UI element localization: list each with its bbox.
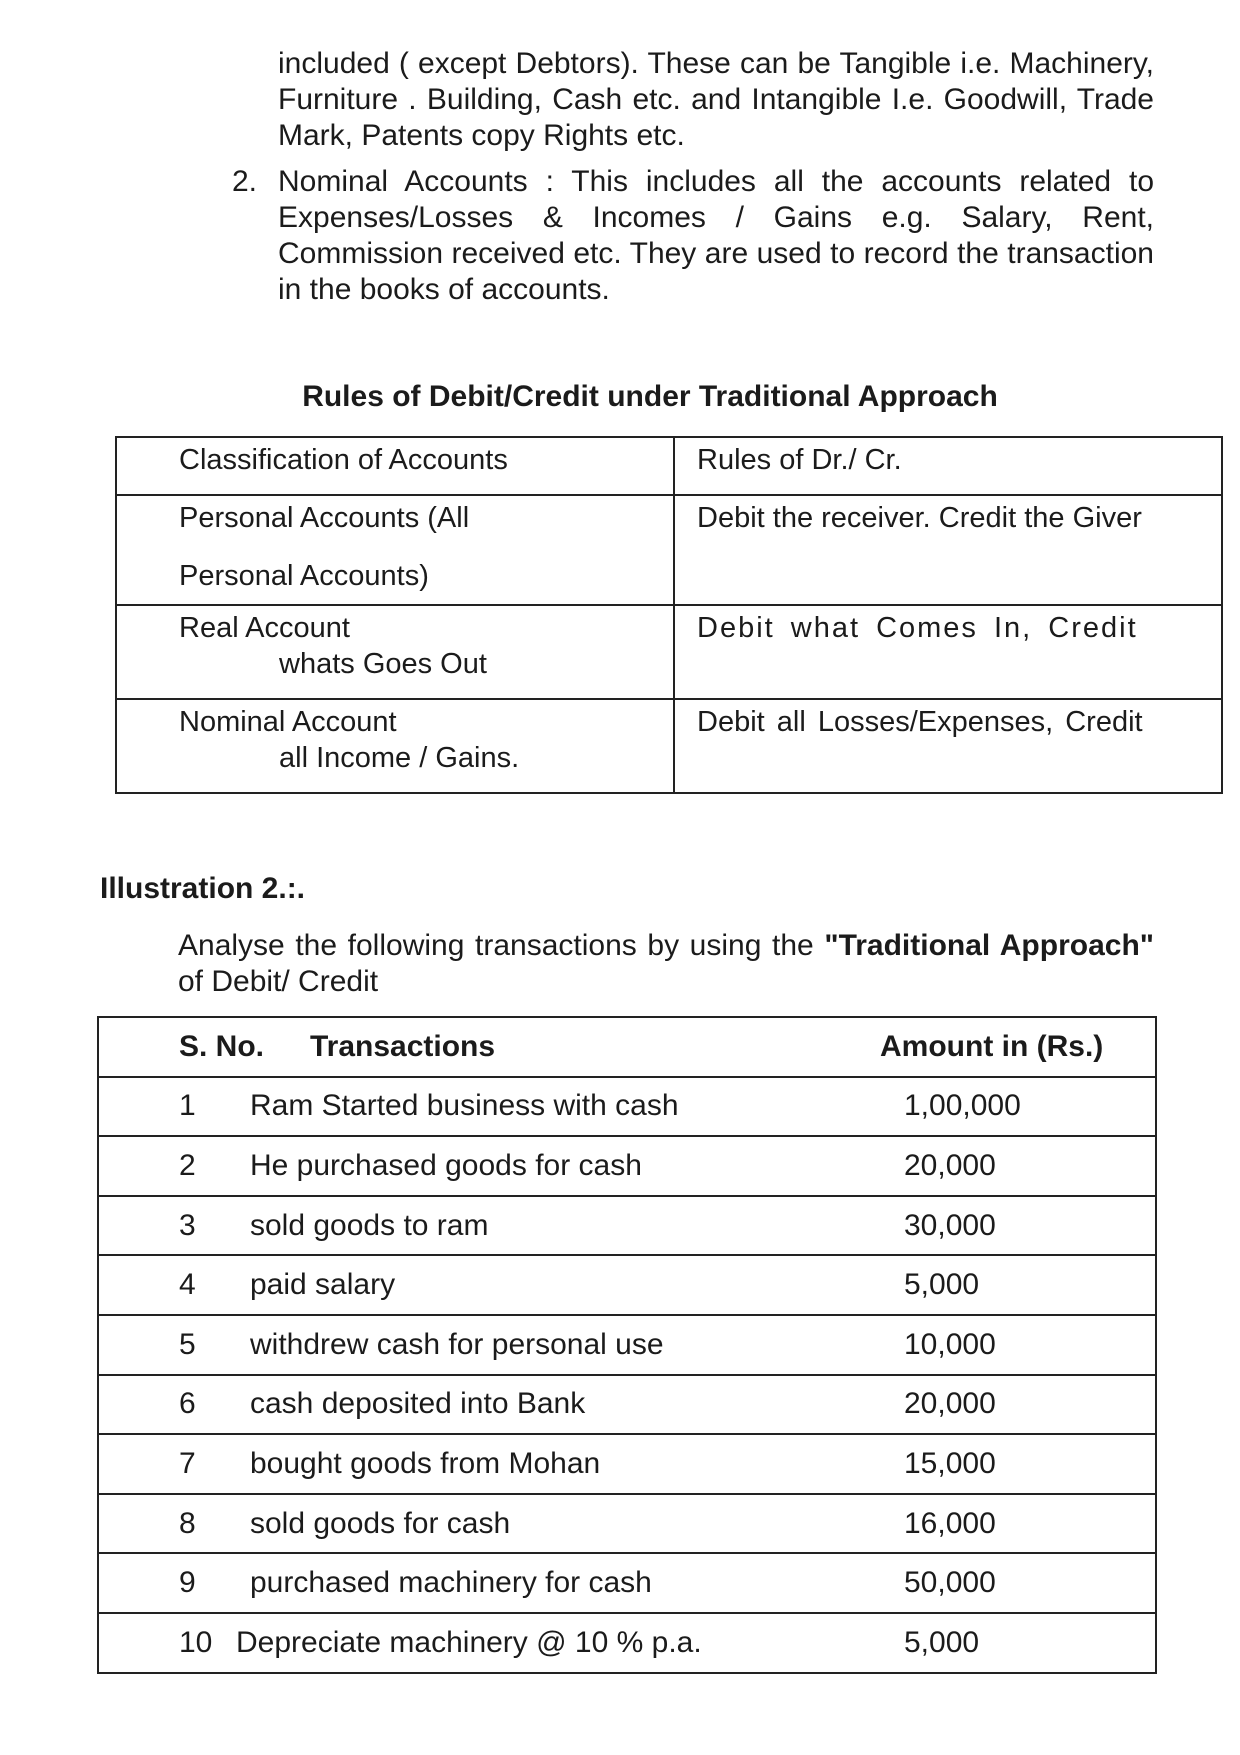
row-sno: 10	[98, 1613, 230, 1673]
row-amount: 10,000	[880, 1315, 1156, 1375]
table-row	[98, 1136, 1156, 1196]
illustration-heading: Illustration 2.:.	[100, 872, 306, 905]
rules-rule-cell: Debit what Comes In, Credit	[674, 605, 1222, 699]
instruction-bold: "Traditional Approach"	[824, 929, 1154, 962]
illustration-instruction	[178, 928, 1154, 1000]
header-transactions: Transactions	[230, 1017, 880, 1077]
rules-row	[116, 699, 1222, 793]
classification-line2: all Income / Gains.	[279, 742, 520, 774]
nominal-accounts-paragraph: Nominal Accounts : This includes all the accounts related to Expenses/Losses & Incomes / Gains e.g. Salary, Rent, Commission received etc. They are used to record the transaction in the books of accounts.	[278, 165, 1154, 306]
rules-header-classification: Classification of Accounts	[116, 437, 674, 495]
table-row	[98, 1613, 1156, 1673]
row-amount: 5,000	[880, 1255, 1156, 1315]
header-amount: Amount in (Rs.)	[880, 1017, 1156, 1077]
rules-classification-cell	[116, 699, 674, 793]
table-row	[98, 1494, 1156, 1554]
table-row	[98, 1255, 1156, 1315]
intro-paragraph: included ( except Debtors). These can be Tangible i.e. Machinery, Furniture . Building, Cash etc. and Intangible I.e. Goodwill, Trade Mark, Patents copy Rights etc.	[278, 47, 1154, 152]
table-row	[98, 1315, 1156, 1375]
row-sno: 4	[98, 1255, 230, 1315]
list-number: 2.	[232, 165, 258, 198]
row-sno: 2	[98, 1136, 230, 1196]
rules-rule-cell: Debit the receiver. Credit the Giver	[674, 495, 1222, 605]
row-sno: 1	[98, 1077, 230, 1137]
classification-line1: Personal Accounts (All	[179, 502, 470, 534]
table-row	[98, 1434, 1156, 1494]
row-transaction: sold goods for cash	[230, 1494, 880, 1554]
row-sno: 9	[98, 1553, 230, 1613]
rules-classification-cell	[116, 495, 674, 605]
table-row	[98, 1375, 1156, 1435]
table-row	[98, 1196, 1156, 1256]
row-transaction: cash deposited into Bank	[230, 1375, 880, 1435]
row-transaction: bought goods from Mohan	[230, 1434, 880, 1494]
row-amount: 20,000	[880, 1375, 1156, 1435]
row-sno: 3	[98, 1196, 230, 1256]
transactions-header-row	[98, 1017, 1156, 1077]
row-amount: 1,00,000	[880, 1077, 1156, 1137]
header-sno: S. No.	[98, 1017, 230, 1077]
instruction-text-2: of Debit/ Credit	[178, 965, 379, 998]
row-sno: 6	[98, 1375, 230, 1435]
rules-rule-cell: Debit all Losses/Expenses, Credit	[674, 699, 1222, 793]
transactions-body	[98, 1077, 1156, 1673]
rules-table-title: Rules of Debit/Credit under Traditional Approach	[302, 380, 998, 413]
rules-row	[116, 605, 1222, 699]
row-sno: 5	[98, 1315, 230, 1375]
table-row	[98, 1077, 1156, 1137]
row-amount: 16,000	[880, 1494, 1156, 1554]
instruction-text-1: Analyse the following transactions by using the	[178, 929, 825, 962]
transactions-table	[97, 1016, 1157, 1674]
rules-header-rules: Rules of Dr./ Cr.	[674, 437, 1222, 495]
rules-classification-cell	[116, 605, 674, 699]
row-sno: 7	[98, 1434, 230, 1494]
classification-line2: whats Goes Out	[279, 648, 487, 680]
rules-table	[115, 436, 1223, 794]
row-transaction: He purchased goods for cash	[230, 1136, 880, 1196]
row-transaction: purchased machinery for cash	[230, 1553, 880, 1613]
row-transaction: Depreciate machinery @ 10 % p.a.	[230, 1613, 880, 1673]
classification-line2: Personal Accounts)	[179, 560, 429, 592]
row-amount: 5,000	[880, 1613, 1156, 1673]
row-amount: 20,000	[880, 1136, 1156, 1196]
row-transaction: withdrew cash for personal use	[230, 1315, 880, 1375]
row-transaction: paid salary	[230, 1255, 880, 1315]
table-row	[98, 1553, 1156, 1613]
rules-header-row	[116, 437, 1222, 495]
classification-line1: Nominal Account	[179, 706, 397, 738]
rules-row	[116, 495, 1222, 605]
row-sno: 8	[98, 1494, 230, 1554]
row-transaction: sold goods to ram	[230, 1196, 880, 1256]
classification-line1: Real Account	[179, 612, 350, 644]
row-amount: 15,000	[880, 1434, 1156, 1494]
row-transaction: Ram Started business with cash	[230, 1077, 880, 1137]
row-amount: 50,000	[880, 1553, 1156, 1613]
row-amount: 30,000	[880, 1196, 1156, 1256]
